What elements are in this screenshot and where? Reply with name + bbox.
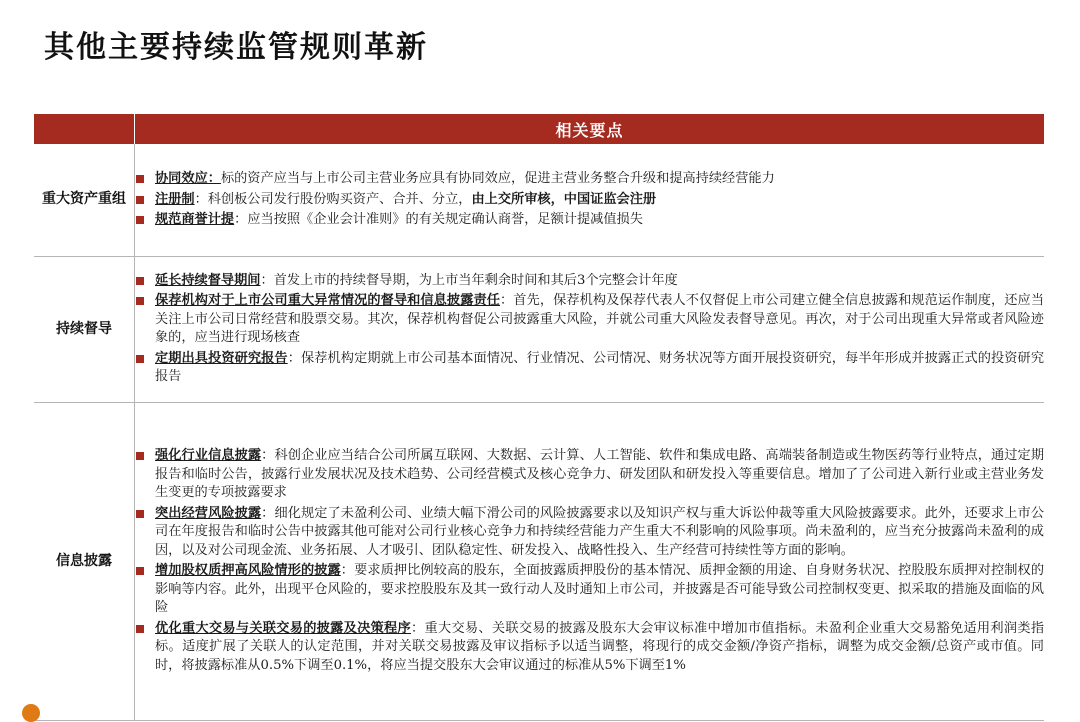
item-list: [135, 267, 1044, 392]
list-item: [135, 620, 1044, 676]
square-bullet-icon: [136, 625, 144, 633]
item-text: 重大交易、关联交易的披露及股东大会审议标准中增加市值指标。未盈利企业重大交易豁免适用利润类指标。适度扩展了关联人的认定范围，并对关联交易披露及审议指标予以适当调整，将现行的成交金额/净资产指标，调整为成交金额/总资产或市值。同时，将披露标准从0.5%下调至0.1%，将应当提交股东大会审议通过的标准从5%下调至1%: [155, 620, 1045, 673]
item-text: 应当按照《企业会计准则》的有关规定确认商誉，足额计提减值损失: [247, 212, 643, 227]
list-item: [135, 170, 1044, 189]
item-keyword: 保荐机构对于上市公司重大异常情况的督导和信息披露责任: [155, 293, 501, 308]
item-keyword: 优化重大交易与关联交易的披露及决策程序: [155, 620, 412, 636]
item-colon: ：: [261, 505, 275, 521]
category-cell: 信息披露: [34, 402, 135, 720]
page-title: 其他主要持续监管规则革新: [44, 30, 428, 65]
square-bullet-icon: [136, 297, 144, 305]
header-title: 相关要点: [135, 114, 1045, 144]
item-colon: ：: [287, 350, 301, 366]
item-list: [135, 442, 1044, 680]
table-row: [34, 256, 1044, 402]
item-keyword: 强化行业信息披露: [155, 448, 262, 463]
list-item: [135, 191, 1044, 210]
item-keyword: 注册制: [155, 191, 195, 207]
rules-table: [34, 114, 1044, 721]
item-keyword: 突出经营风险披露: [155, 505, 262, 521]
square-bullet-icon: [136, 355, 144, 363]
square-bullet-icon: [136, 216, 144, 224]
list-item: [135, 505, 1044, 561]
list-item: [135, 272, 1044, 291]
item-colon: ：: [261, 448, 275, 463]
items-cell: [135, 256, 1045, 402]
logo-icon: [22, 704, 40, 722]
square-bullet-icon: [136, 452, 144, 460]
items-cell: [135, 402, 1045, 720]
list-item: [135, 562, 1044, 618]
table-row: [34, 402, 1044, 720]
item-text: 首先，保荐机构及保荐代表人不仅督促上市公司建立健全信息披露和规范运作制度，还应当关注上市公司日常经营和股票交易。其次，保荐机构督促公司披露重大风险，并就公司重大风险发表督导意见。再次，对于公司出现重大异常或者风险迹象的，应当进行现场核查: [155, 293, 1045, 345]
square-bullet-icon: [136, 196, 144, 204]
item-text: 要求质押比例较高的股东，全面披露质押股份的基本情况、质押金额的用途、自身财务状况、控股股东质押对控制权的影响等内容。此外，出现平仓风险的，要求控股股东及其一致行动人及时通知上市公司，并披露是否可能导致公司控制权变更、拟采取的措施及面临的风险: [155, 563, 1045, 615]
item-colon: ：: [194, 191, 208, 207]
item-text: 首发上市的持续督导期，为上市当年剩余时间和其后3个完整会计年度: [273, 272, 678, 288]
category-cell: 持续督导: [34, 256, 135, 402]
item-colon: ：: [411, 620, 425, 636]
category-cell: 重大资产重组: [34, 144, 135, 256]
square-bullet-icon: [136, 175, 144, 183]
item-text: 标的资产应当与上市公司主营业务应具有协同效应，促进主营业务整合升级和提高持续经营能力: [220, 171, 775, 186]
item-list: [135, 165, 1044, 235]
list-item: [135, 211, 1044, 230]
item-keyword: 协同效应：: [155, 171, 221, 186]
item-colon: ：: [340, 563, 355, 578]
item-keyword: 规范商誉计提: [155, 212, 235, 227]
items-cell: [135, 144, 1045, 256]
item-keyword: 定期出具投资研究报告: [155, 350, 288, 366]
square-bullet-icon: [136, 277, 144, 285]
table-header-row: [34, 114, 1044, 144]
square-bullet-icon: [136, 510, 144, 518]
square-bullet-icon: [136, 567, 144, 575]
item-text: 科创企业应当结合公司所属互联网、大数据、云计算、人工智能、软件和集成电路、高端装备制造或生物医药等行业特点，通过定期报告和临时公告，披露行业发展状况及技术趋势、公司经营模式及核心竞争力、研发团队和研发投入等重要信息。增加了了公司进入新行业或主营业务发生变更的专项披露要求: [155, 448, 1045, 500]
header-corner-cell: [34, 114, 135, 144]
item-keyword: 增加股权质押高风险情形的披露: [155, 563, 341, 578]
item-colon: ：: [234, 212, 248, 227]
list-item: [135, 447, 1044, 503]
item-bold-text: 由上交所审核，中国证监会注册: [471, 191, 657, 207]
item-text: 细化规定了未盈利公司、业绩大幅下滑公司的风险披露要求以及知识产权与重大诉讼仲裁等重大风险披露要求。此外，还要求上市公司在年度报告和临时公告中披露其他可能对公司行业核心竞争力和持续经营能力产生重大不利影响的风险事项。尚未盈利的，应当充分披露尚未盈利的成因，以及对公司现金流、业务拓展、人才吸引、团队稳定性、研发投入、战略性投入、生产经营可持续性等方面的影响。: [155, 505, 1045, 558]
item-colon: ：: [500, 293, 514, 308]
item-text: 保荐机构定期就上市公司基本面情况、行业情况、公司情况、财务状况等方面开展投资研究，每半年形成并披露正式的投资研究报告: [155, 350, 1045, 384]
item-colon: ：: [260, 272, 274, 288]
item-keyword: 延长持续督导期间: [155, 272, 261, 288]
list-item: [135, 350, 1044, 387]
table-row: [34, 144, 1044, 256]
item-text: 科创板公司发行股份购买资产、合并、分立，: [207, 191, 472, 207]
list-item: [135, 292, 1044, 348]
